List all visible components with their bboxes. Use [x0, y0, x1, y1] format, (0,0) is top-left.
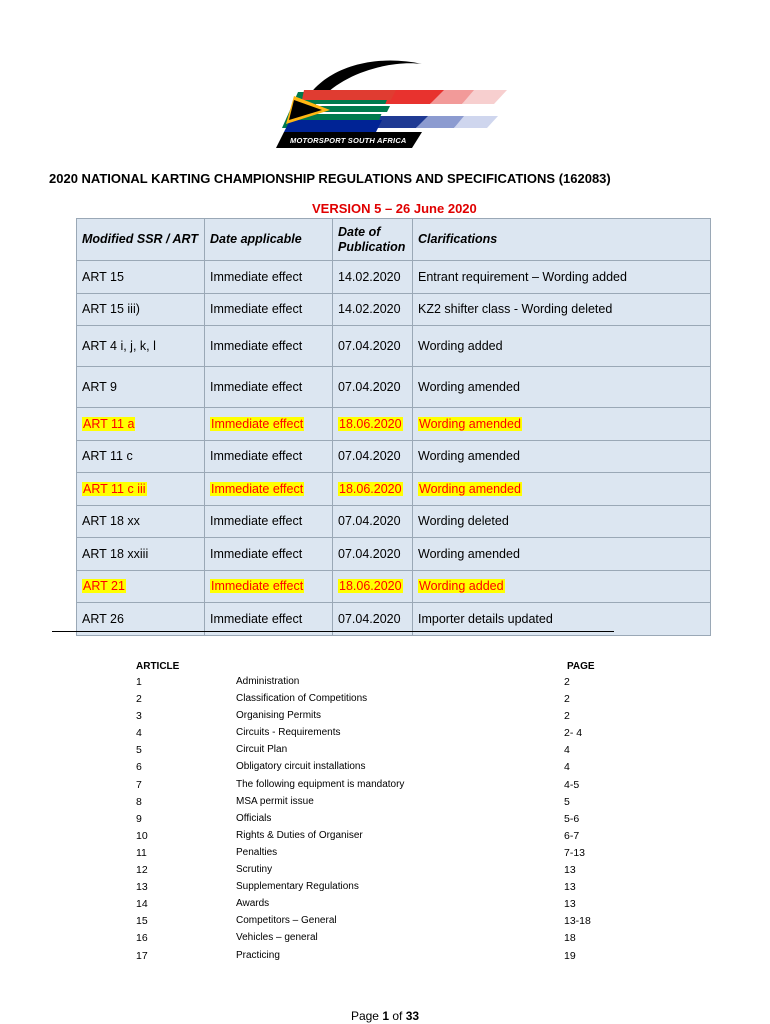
toc-page-range: 5 — [564, 795, 570, 808]
cell-publication-date — [333, 505, 413, 538]
toc-article-title: Supplementary Regulations — [236, 881, 359, 893]
cell-publication-date-text: 07.04.2020 — [338, 611, 401, 626]
cell-article — [77, 538, 205, 571]
cell-date-applicable — [205, 538, 333, 571]
toc-page-range: 2 — [564, 693, 570, 706]
toc-row — [136, 761, 596, 778]
cell-article-text: ART 18 xxiii — [82, 546, 149, 561]
toc-article-number: 8 — [136, 795, 142, 808]
cell-clarification — [413, 473, 711, 506]
cell-date-applicable — [205, 440, 333, 473]
toc-article-title: The following equipment is mandatory — [236, 778, 405, 790]
toc-row — [136, 932, 596, 949]
toc-article-number: 17 — [136, 949, 148, 962]
toc-article-title: Circuits - Requirements — [236, 727, 341, 739]
toc-article-header: ARTICLE — [136, 661, 180, 672]
cell-publication-date — [333, 367, 413, 408]
cell-date-applicable — [205, 570, 333, 603]
changes-table-row — [77, 367, 711, 408]
toc-article-number: 10 — [136, 829, 148, 842]
changes-table-row — [77, 261, 711, 294]
changes-table-row — [77, 440, 711, 473]
toc-row — [136, 915, 596, 932]
toc-article-number: 7 — [136, 778, 142, 791]
toc-article-title: Organising Permits — [236, 710, 322, 722]
changes-table-row — [77, 408, 711, 441]
cell-date-applicable-text: Immediate effect — [210, 449, 303, 464]
cell-clarification-text: KZ2 shifter class - Wording deleted — [418, 302, 613, 317]
cell-clarification-text: Wording amended — [418, 449, 520, 464]
logo-flag-red — [302, 90, 396, 100]
cell-clarification-text: Wording amended — [418, 380, 520, 394]
toc-page-range: 2 — [564, 676, 570, 688]
changes-table-row — [77, 505, 711, 538]
cell-date-applicable — [205, 326, 333, 367]
cell-date-applicable-text: Immediate effect — [210, 514, 303, 529]
toc-article-number: 14 — [136, 898, 148, 911]
toc-article-number: 3 — [136, 710, 142, 723]
cell-date-applicable — [205, 505, 333, 538]
cell-publication-date — [333, 326, 413, 367]
cell-article — [77, 293, 205, 326]
toc-article-title: Competitors – General — [236, 915, 337, 927]
toc-row — [136, 676, 596, 693]
changes-table-row — [77, 293, 711, 326]
toc-page-range: 13 — [564, 898, 576, 911]
toc-article-title: Obligatory circuit installations — [236, 761, 366, 773]
header-date-publication-line2: Publication — [338, 239, 406, 254]
toc-page-range: 2- 4 — [564, 727, 583, 740]
cell-clarification — [413, 538, 711, 571]
toc-row — [136, 847, 596, 864]
logo-flag-blue — [284, 120, 382, 132]
toc-page-range: 19 — [564, 949, 576, 962]
header-date-applicable: Date applicable — [205, 219, 333, 261]
cell-publication-date — [333, 293, 413, 326]
toc-row — [136, 744, 596, 761]
cell-clarification — [413, 440, 711, 473]
cell-date-applicable-text: Immediate effect — [210, 380, 303, 394]
toc-page-range: 2 — [564, 710, 570, 723]
toc-article-title: Officials — [236, 812, 272, 824]
toc-row — [136, 950, 596, 967]
cell-publication-date — [333, 408, 413, 441]
footer-total-pages: 33 — [405, 1009, 420, 1023]
toc-article-title: Classification of Competitions — [236, 693, 368, 705]
toc-page-range: 13 — [564, 864, 576, 877]
changes-table-row — [77, 538, 711, 571]
cell-article-text: ART 21 — [83, 579, 125, 594]
horizontal-rule — [52, 631, 614, 632]
cell-article — [77, 473, 205, 506]
toc-article-number: 16 — [136, 932, 148, 945]
cell-publication-date-text: 07.04.2020 — [338, 514, 401, 529]
cell-date-applicable-text: Immediate effect — [210, 546, 303, 561]
cell-article — [77, 326, 205, 367]
cell-date-applicable — [205, 367, 333, 408]
toc-article-number: 6 — [136, 761, 142, 774]
cell-article-text: ART 11 c — [82, 449, 133, 464]
toc-page-range: 13 — [564, 881, 576, 894]
toc-article-title: Practicing — [236, 949, 280, 961]
cell-clarification-text: Wording amended — [418, 546, 520, 561]
cell-date-applicable-text: Immediate effect — [211, 481, 304, 496]
changes-table-row — [77, 326, 711, 367]
header-date-publication-line1: Date of — [338, 224, 381, 239]
cell-publication-date-text: 18.06.2020 — [339, 416, 402, 431]
cell-publication-date — [333, 570, 413, 603]
toc-row — [136, 796, 596, 813]
cell-publication-date-text: 07.04.2020 — [338, 380, 401, 394]
toc-article-title: Awards — [236, 898, 270, 910]
cell-clarification — [413, 326, 711, 367]
toc-article-number: 2 — [136, 693, 142, 706]
changes-table — [76, 218, 711, 636]
toc-row — [136, 881, 596, 898]
cell-article — [77, 408, 205, 441]
toc-page-range: 7-13 — [564, 846, 586, 859]
cell-date-applicable-text: Immediate effect — [210, 339, 303, 353]
cell-clarification — [413, 367, 711, 408]
cell-clarification-text: Importer details updated — [418, 611, 553, 626]
footer-mid: of — [389, 1009, 406, 1023]
toc-row — [136, 779, 596, 796]
header-clarifications: Clarifications — [413, 219, 711, 261]
logo-text: MOTORSPORT SOUTH AFRICA — [290, 136, 407, 145]
cell-article-text: ART 15 iii) — [82, 302, 140, 317]
cell-clarification — [413, 505, 711, 538]
toc-article-number: 15 — [136, 915, 148, 928]
toc-row — [136, 864, 596, 881]
cell-date-applicable-text: Immediate effect — [211, 579, 304, 594]
toc-page-range: 13-18 — [564, 915, 591, 928]
toc-article-title: Penalties — [236, 846, 278, 858]
cell-date-applicable-text: Immediate effect — [210, 302, 303, 317]
cell-publication-date-text: 07.04.2020 — [338, 339, 401, 353]
cell-publication-date-text: 14.02.2020 — [338, 302, 401, 317]
toc-page-range: 18 — [564, 932, 576, 945]
cell-clarification — [413, 570, 711, 603]
cell-publication-date-text: 18.06.2020 — [339, 579, 402, 594]
version-label: VERSION 5 – 26 June 2020 — [312, 201, 477, 216]
cell-article — [77, 505, 205, 538]
cell-clarification-text: Entrant requirement – Wording added — [418, 269, 627, 284]
toc-page-range: 4 — [564, 761, 570, 774]
cell-publication-date-text: 07.04.2020 — [338, 546, 401, 561]
cell-article — [77, 367, 205, 408]
cell-clarification-text: Wording added — [418, 339, 503, 353]
cell-publication-date — [333, 440, 413, 473]
cell-clarification — [413, 261, 711, 294]
changes-table-row — [77, 570, 711, 603]
cell-date-applicable — [205, 408, 333, 441]
cell-article-text: ART 9 — [82, 380, 117, 394]
cell-date-applicable-text: Immediate effect — [210, 269, 303, 284]
toc-page-range: 6-7 — [564, 829, 580, 842]
cell-article — [77, 440, 205, 473]
cell-publication-date-text: 18.06.2020 — [339, 481, 402, 496]
cell-date-applicable-text: Immediate effect — [211, 416, 304, 431]
cell-clarification — [413, 408, 711, 441]
cell-article-text: ART 11 a — [83, 416, 135, 431]
table-of-contents — [136, 676, 596, 967]
cell-clarification-text: Wording amended — [419, 416, 521, 431]
cell-publication-date — [333, 473, 413, 506]
toc-page-header: PAGE — [567, 661, 595, 672]
toc-page-range: 4 — [564, 744, 570, 757]
toc-page-range: 4-5 — [564, 778, 580, 791]
cell-publication-date-text: 14.02.2020 — [338, 269, 401, 284]
cell-article — [77, 261, 205, 294]
footer-prefix: Page — [350, 1009, 383, 1023]
toc-article-title: Administration — [236, 676, 300, 687]
toc-row — [136, 830, 596, 847]
cell-clarification — [413, 293, 711, 326]
toc-row — [136, 813, 596, 830]
toc-article-number: 12 — [136, 864, 148, 877]
footer-current-page: 1 — [382, 1009, 389, 1023]
toc-article-title: MSA permit issue — [236, 795, 314, 807]
toc-article-number: 5 — [136, 744, 142, 757]
toc-article-title: Circuit Plan — [236, 744, 288, 756]
toc-article-title: Vehicles – general — [236, 932, 318, 944]
cell-article-text: ART 11 c iii — [83, 481, 146, 496]
toc-article-number: 11 — [136, 846, 147, 859]
header-modified-art: Modified SSR / ART — [77, 219, 205, 261]
changes-table-header — [77, 219, 711, 261]
cell-publication-date-text: 07.04.2020 — [338, 449, 401, 464]
header-date-publication — [333, 219, 413, 261]
changes-table-row — [77, 473, 711, 506]
cell-publication-date — [333, 261, 413, 294]
cell-article — [77, 570, 205, 603]
toc-article-number: 1 — [136, 676, 142, 688]
motorsport-south-africa-logo — [272, 52, 512, 162]
toc-article-number: 9 — [136, 812, 142, 825]
cell-date-applicable — [205, 261, 333, 294]
toc-row — [136, 693, 596, 710]
toc-row — [136, 898, 596, 915]
toc-article-number: 13 — [136, 881, 148, 894]
cell-article-text: ART 18 xx — [82, 514, 140, 529]
cell-date-applicable — [205, 293, 333, 326]
document-title: 2020 NATIONAL KARTING CHAMPIONSHIP REGULATIONS AND SPECIFICATIONS (162083) — [49, 171, 611, 186]
cell-date-applicable-text: Immediate effect — [210, 611, 303, 626]
toc-article-title: Scrutiny — [236, 864, 273, 876]
cell-clarification-text: Wording added — [419, 579, 504, 594]
toc-row — [136, 710, 596, 727]
cell-article-text: ART 26 — [82, 611, 124, 626]
page-footer — [0, 1009, 770, 1023]
toc-article-number: 4 — [136, 727, 142, 740]
toc-article-title: Rights & Duties of Organiser — [236, 829, 363, 841]
cell-article-text: ART 15 — [82, 269, 124, 284]
cell-clarification-text: Wording deleted — [418, 514, 509, 529]
toc-page-range: 5-6 — [564, 812, 580, 825]
cell-clarification-text: Wording amended — [419, 481, 521, 496]
cell-date-applicable — [205, 473, 333, 506]
cell-publication-date — [333, 538, 413, 571]
toc-row — [136, 727, 596, 744]
cell-article-text: ART 4 i, j, k, l — [82, 339, 156, 353]
